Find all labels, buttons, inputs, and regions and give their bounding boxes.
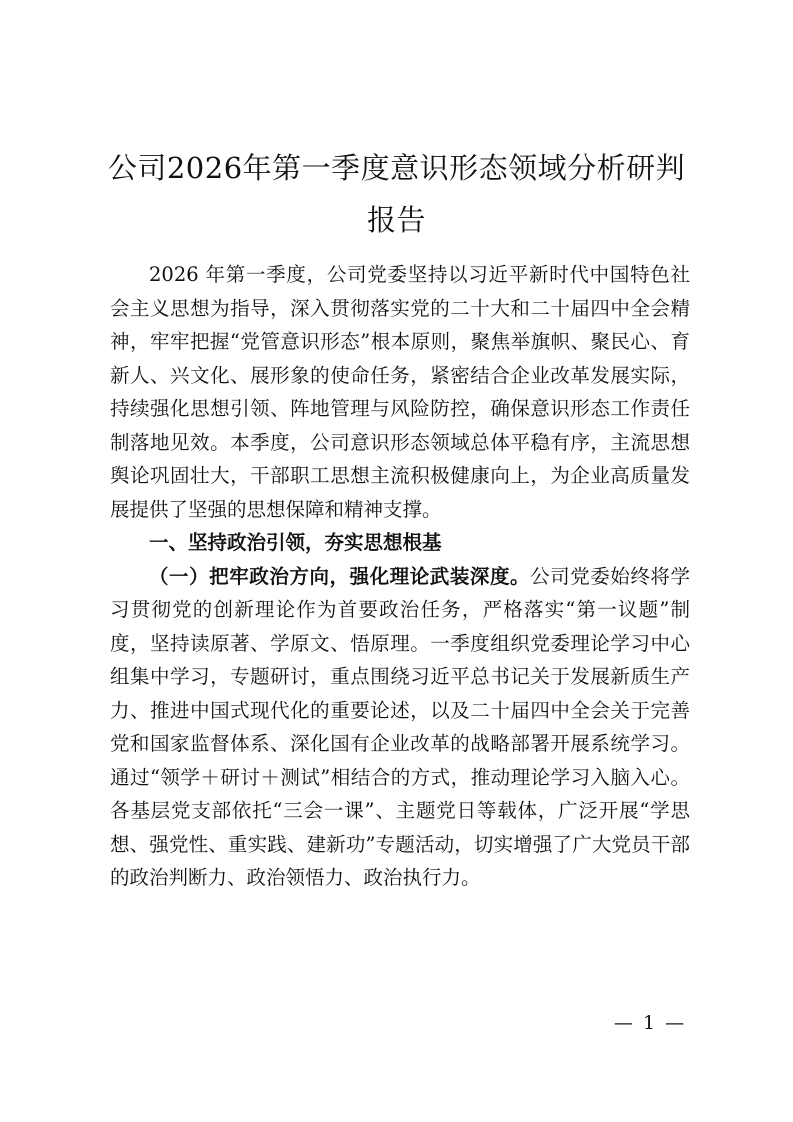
intro-paragraph: 2026 年第一季度，公司党委坚持以习近平新时代中国特色社会主义思想为指导，深入贯彻落实党的二十大和二十届四中全会精神，牢牢把握“党管意识形态”根本原则，聚焦举旗帜、聚民心、育新人、兴文化、展形象的使命任务，紧密结合企业改革发展实际，持续强化思想引领、阵地管理与风险防控，确保意识形态工作责任制落地见效。本季度，公司意识形态领域总体平稳有序，主流思想舆论巩固壮大，干部职工思想主流积极健康向上，为企业高质量发展提供了坚强的思想保障和精神支撑。 [110, 263, 690, 521]
section-1-sub-1-paragraph [110, 560, 690, 895]
page-number: — 1 — [613, 1012, 687, 1034]
section-1-heading: 一、坚持政治引领，夯实思想根基 [149, 531, 442, 554]
section-1-sub-1-text: 公司党委始终将学习贯彻党的创新理论作为首要政治任务，严格落实“第一议题”制度，坚持读原著、学原文、悟原理。一季度组织党委理论学习中心组集中学习，专题研讨，重点围绕习近平总书记关于发展新质生产力、推进中国式现代化的重要论述，以及二十届四中全会关于完善党和国家监督体系、深化国有企业改革的战略部署开展系统学习。通过“领学＋研讨＋测试”相结合的方式，推动理论学习入脑入心。各基层党支部依托“三会一课”、主题党日等载体，广泛开展“学思想、强党性、重实践、建新功”专题活动，切实增强了广大党员干部的政治判断力、政治领悟力、政治执行力。 [110, 564, 690, 889]
document-body [110, 258, 690, 895]
section-1-sub-1-heading: （一）把牢政治方向，强化理论武装深度。 [149, 564, 531, 588]
document-title: 公司2026年第一季度意识形态领域分析研判报告 [107, 151, 686, 237]
